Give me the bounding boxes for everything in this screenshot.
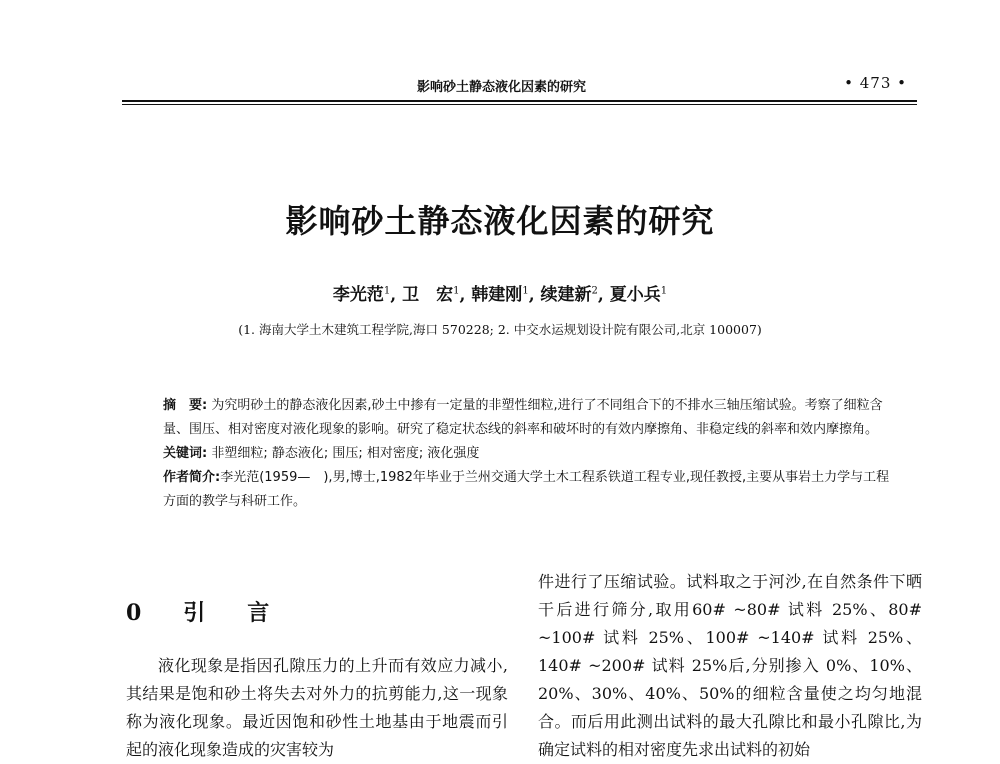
running-header — [122, 74, 917, 100]
paper-title: 影响砂土静态液化因素的研究 — [285, 202, 715, 240]
author-name: 李光范 — [332, 285, 384, 305]
author-name: 续建新 — [540, 285, 592, 305]
keywords-text: 非塑细粒; 静态液化; 围压; 相对密度; 液化强度 — [211, 446, 480, 461]
abstract-label: 摘 要: — [163, 398, 208, 413]
right-column — [538, 568, 922, 764]
author-name: 韩建刚 — [471, 285, 523, 305]
author-affil-mark: 2 — [591, 285, 598, 297]
author-affil-mark: 1 — [660, 285, 668, 297]
author-affil-mark: 1 — [453, 285, 460, 297]
header-rule-thick — [122, 100, 917, 102]
author-affil-mark: 1 — [522, 285, 529, 297]
header-rule-thin — [122, 104, 917, 105]
body-paragraph: 液化现象是指因孔隙压力的上升而有效应力减小,其结果是饱和砂土将失去对外力的抗剪能力,这一现象称为液化现象。最近因饱和砂性土地基由于地震而引起的液化现象造成的灾害较为 — [126, 656, 508, 759]
abstract-text: 为究明砂土的静态液化因素,砂土中掺有一定量的非塑性细粒,进行了不同组合下的不排水三轴压缩试验。考察了细粒含量、围压、相对密度对液化现象的影响。研究了稳定状态线的斜率和破坏时的有效内摩擦角、非稳定线的斜率和效内摩擦角。 — [163, 398, 883, 437]
author-name: 夏小兵 — [609, 285, 661, 305]
keywords — [163, 442, 893, 466]
author-affil-mark: 1 — [383, 285, 391, 297]
page-number: • 473 • — [844, 74, 907, 92]
author-name: 卫 宏 — [402, 285, 454, 305]
body-paragraph: 件进行了压缩试验。试料取之于河沙,在自然条件下晒干后进行筛分,取用60# ~80# 试料 25%、80# ~100# 试料 25%、100# ~140# 试料 25%、140# ~200# 试料 25%后,分别掺入 0%、10%、20%、30%、40%、50%的细粒含量使之均匀地混合。而后用此测出试料的最大孔隙比和最小孔隙比,为确定试料的相对密度先求出试料的初始 — [538, 572, 922, 759]
affiliation: (1. 海南大学土木建筑工程学院,海口 570228; 2. 中交水运规划设计院有限公司,北京 100007) — [238, 322, 762, 337]
left-column — [126, 652, 508, 764]
abstract-block — [163, 394, 893, 514]
abstract — [163, 394, 893, 442]
running-title: 影响砂土静态液化因素的研究 — [417, 80, 587, 95]
keywords-label: 关键词: — [163, 446, 208, 461]
bio-label: 作者简介: — [163, 470, 221, 485]
bio-text: 李光范(1959— ),男,博士,1982年毕业于兰州交通大学土木工程系铁道工程专业,现任教授,主要从事岩土力学与工程方面的教学与科研工作。 — [163, 470, 890, 509]
author-list: 李光范$^1$, 卫 宏$^1$, 韩建刚$^1$, 续建新$^2$, 夏小兵$^1$ — [332, 285, 668, 305]
section-heading: 0 引 言 — [126, 600, 280, 626]
author-bio — [163, 466, 893, 514]
